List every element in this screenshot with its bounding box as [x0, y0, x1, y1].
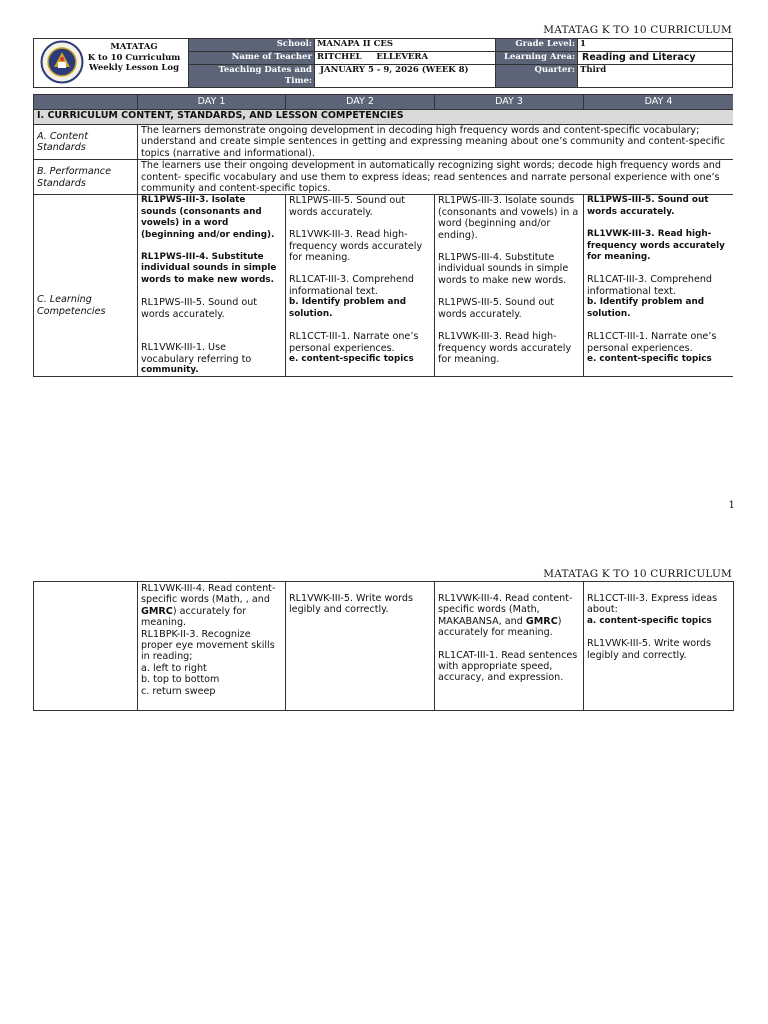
quarter-label: Quarter:: [496, 65, 578, 88]
school-value: MANAPA II CES: [315, 39, 496, 52]
deped-seal-icon: [40, 40, 84, 84]
competency: RL1VWK-III-5. Write words legibly and correctly.: [587, 638, 712, 661]
day1-competencies-cont: [138, 582, 286, 711]
logo-subtitle: K to 10 Curriculum: [87, 52, 181, 63]
competency: RL1BPK-II-3. Recognize proper eye movement skills in reading;: [141, 628, 275, 663]
day-header-3: DAY 3: [435, 95, 584, 110]
competency: RL1CAT-III-3. Comprehend informational text.: [587, 274, 713, 297]
competency: accurately for meaning.: [438, 627, 553, 639]
day-header-1: DAY 1: [138, 95, 286, 110]
area-label: Learning Area:: [496, 52, 578, 65]
day4-competencies-cont: [584, 582, 734, 711]
competency: RL1PWS-III-5. Sound out words accurately.: [587, 195, 709, 217]
day2-competencies: [286, 195, 435, 377]
grade-value: 1: [578, 39, 733, 52]
logo-cell: [34, 39, 189, 88]
day2-competencies-cont: [286, 582, 435, 711]
curriculum-header: MATATAG K TO 10 CURRICULUM: [543, 24, 732, 36]
lesson-log-table-continued: [33, 581, 734, 711]
competency: RL1CCT-III-1. Narrate one’s personal experiences.: [289, 331, 419, 354]
competency: RL1PWS-III-3. Isolate sounds (consonants and vowels) in a word (beginning and/or ending).: [438, 195, 579, 241]
competency: RL1PWS-III-3. Isolate sounds (consonants and vowels) in a word (beginning and/or ending).: [141, 195, 275, 240]
logo-caption: Weekly Lesson Log: [88, 63, 180, 73]
day3-competencies: [435, 195, 584, 377]
competency: RL1PWS-III-5. Sound out words accurately.: [289, 195, 406, 218]
day1-competencies: [138, 195, 286, 377]
competency-emphasis: b. Identify problem and solution.: [587, 297, 705, 319]
competency: RL1VWK-III-4. Read content- specific words (Math, MAKABANSA, and GMRC): [438, 593, 573, 627]
sub-item: a. left to right: [141, 662, 207, 674]
competency: RL1VWK-III-3. Read high-frequency words accurately for meaning.: [289, 229, 423, 264]
competency: RL1PWS-III-5. Sound out words accurately.: [141, 297, 258, 320]
page-number: 1: [728, 500, 735, 511]
quarter-value: Third: [578, 65, 733, 88]
grade-label: Grade Level:: [496, 39, 578, 52]
competency-emphasis: e. content-specific topics: [289, 353, 414, 364]
competency-emphasis: b. Identify problem and solution.: [289, 297, 407, 319]
competency: RL1VWK-III-3. Read high-frequency words accurately for meaning.: [587, 229, 725, 263]
curriculum-header-page2: MATATAG K TO 10 CURRICULUM: [543, 568, 732, 580]
competency: RL1CCT-III-1. Narrate one’s personal experiences.: [587, 331, 717, 354]
teacher-label: Name of Teacher: [189, 52, 315, 65]
competency: RL1VWK-III-4. Read content- specific words (Math, , and GMRC) accurately for meaning.: [141, 583, 276, 629]
competency: RL1VWK-III-3. Read high-frequency words accurately for meaning.: [438, 331, 572, 365]
lesson-log-table: [33, 94, 733, 377]
teacher-value: RITCHEL ELLEVERA: [315, 52, 496, 65]
competency: RL1VWK-III-1. Use vocabulary referring to: [141, 342, 252, 365]
content-standards-text: The learners demonstrate ongoing development in decoding high frequency words and content-specific vocabulary; understand and create simple sentences in getting and expressing meaning about one’s community and content-specific topics (narrative and informational).: [138, 125, 734, 160]
logo-title: MATATAG: [110, 42, 158, 52]
competency: RL1CAT-III-3. Comprehend informational text.: [289, 274, 415, 297]
dates-label: Teaching Dates and Time:: [189, 65, 315, 88]
performance-standards-label: B. Performance Standards: [34, 160, 138, 195]
competency: RL1PWS-III-5. Sound out words accurately.: [438, 297, 555, 320]
competency: RL1VWK-III-5. Write words legibly and correctly.: [289, 593, 414, 616]
sub-item: c. return sweep: [141, 685, 216, 697]
content-standards-label: A. Content Standards: [34, 125, 138, 160]
day-header-2: DAY 2: [286, 95, 435, 110]
competency: RL1PWS-III-4. Substitute individual sounds in simple words to make new words.: [438, 252, 569, 286]
competency: RL1PWS-III-4. Substitute individual sounds in simple words to make new words.: [141, 252, 277, 285]
competency-emphasis: community.: [141, 364, 199, 375]
learning-competencies-label: C. Learning Competencies: [34, 195, 138, 377]
day3-competencies-cont: [435, 582, 584, 711]
sub-item: b. top to bottom: [141, 674, 220, 686]
day-header-4: DAY 4: [584, 95, 734, 110]
school-label: School:: [189, 39, 315, 52]
competency-emphasis: e. content-specific topics: [587, 353, 712, 364]
dates-value: JANUARY 5 - 9, 2026 (WEEK 8): [315, 65, 496, 88]
main-table-wrapper: [33, 94, 733, 400]
competency: RL1CAT-III-1. Read sentences with appropriate speed, accuracy, and expression.: [438, 649, 578, 684]
day4-competencies: [584, 195, 734, 377]
competency: RL1CCT-III-3. Express ideas about:: [587, 593, 718, 616]
competency-emphasis: a. content-specific topics: [587, 615, 712, 626]
section-title: I. CURRICULUM CONTENT, STANDARDS, AND LESSON COMPETENCIES: [34, 110, 734, 125]
info-header-table: [33, 38, 733, 88]
competencies-label-cell: [34, 582, 138, 711]
performance-standards-text: The learners use their ongoing development in automatically recognizing sight words; decode high frequency words and content- specific vocabulary and use them to express ideas; read sentences and narrate personal experience with one’s community and content-specific topics.: [138, 160, 734, 195]
area-value: Reading and Literacy: [578, 52, 733, 65]
corner-cell: [34, 95, 138, 110]
